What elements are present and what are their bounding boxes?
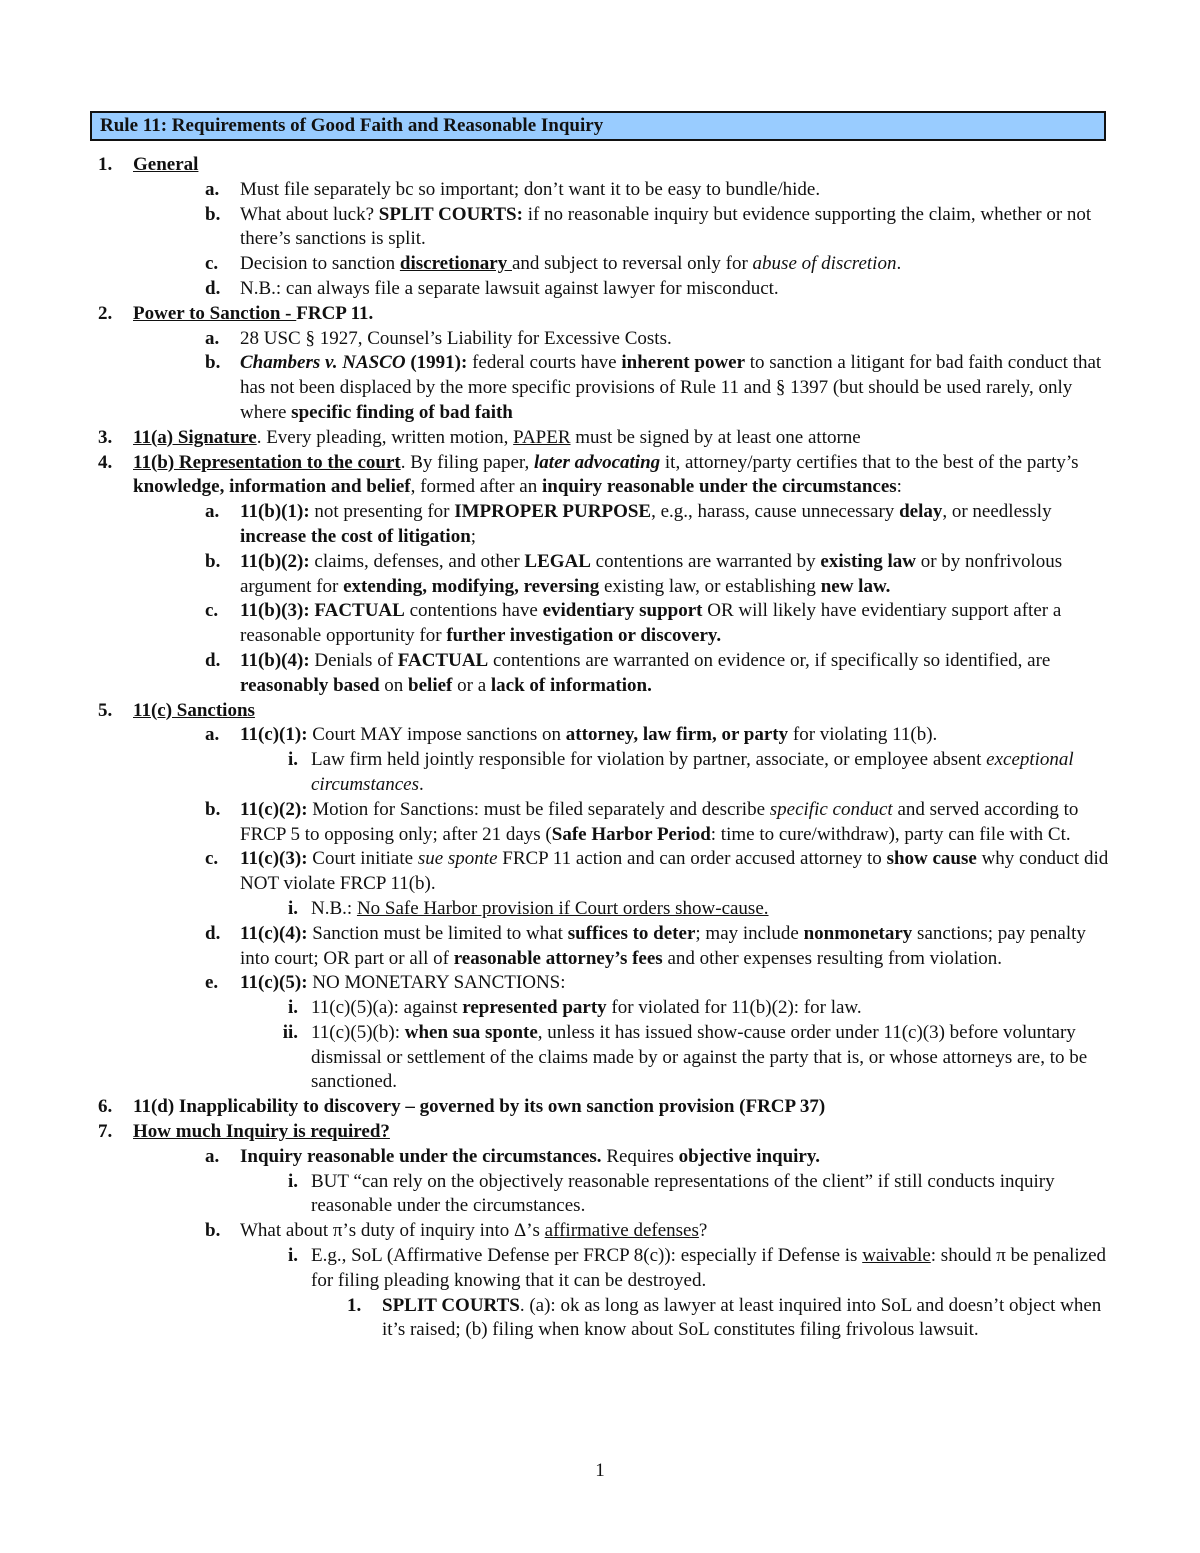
outline-item-2b (0, 351, 1200, 425)
item-text-italic: exceptional circumstances (311, 749, 1074, 795)
section-title-box (90, 111, 1106, 141)
outline-item-5e (0, 971, 1200, 996)
item-marker: i. (287, 1170, 298, 1192)
item-text-bold: when sua sponte (404, 1021, 538, 1043)
item-marker: b. (205, 203, 221, 225)
item-marker: 1. (98, 154, 113, 175)
item-heading: How much Inquiry is required? (133, 1121, 390, 1143)
item-text: federal courts have (467, 352, 622, 374)
outline-item-7a (0, 1145, 1200, 1170)
item-text-bold: Inquiry reasonable under the circumstances. (240, 1145, 602, 1167)
item-text: 11(c)(5)(a): against (311, 997, 463, 1019)
outline-item-5b (0, 798, 1200, 848)
item-text: or by nonfrivolous argument for (240, 550, 1063, 597)
item-text: : (896, 476, 902, 498)
item-marker: b. (205, 798, 221, 820)
item-marker: d. (205, 922, 221, 944)
item-text-italic: abuse of discretion (752, 253, 897, 275)
item-text: . (419, 773, 424, 795)
item-text: What about luck? (240, 203, 379, 225)
item-text: . By filing paper, (400, 451, 535, 473)
item-text-bold: SPLIT COURTS (382, 1294, 520, 1316)
item-text-italic: sue sponte (417, 848, 498, 870)
item-marker: 1. (347, 1294, 362, 1316)
item-text: why conduct did NOT violate FRCP 11(b). (240, 848, 1109, 895)
item-text-underlined: PAPER (513, 426, 571, 448)
item-text: 11(c)(5)(b): (311, 1021, 405, 1043)
item-text-bold: FACTUAL (397, 649, 489, 671)
item-text-underlined: affirmative defenses (544, 1220, 699, 1242)
item-text: 28 USC § 1927, Counsel’s Liability for Excessive Costs. (240, 327, 672, 349)
outline-item-6 (0, 1095, 1200, 1120)
item-text-bold: 11(c)(1): (240, 724, 308, 746)
outline-item-5a-i (0, 748, 1200, 798)
outline-item-7 (0, 1120, 1200, 1145)
item-text: existing law, or establishing (599, 575, 821, 597)
item-text: E.g., SoL (Affirmative Defense per FRCP 8(c)): especially if Defense is (311, 1245, 863, 1267)
item-text: : time to cure/withdraw), party can file with Ct. (710, 823, 1071, 845)
item-heading: 11(c) Sanctions (133, 699, 255, 721)
outline-item-5e-i (0, 996, 1200, 1021)
item-marker: c. (205, 848, 219, 870)
item-text: , e.g., harass, cause unnecessary (651, 501, 900, 523)
item-marker: 6. (98, 1096, 113, 1118)
item-text: for violating 11(b). (788, 724, 938, 746)
outline-item-2a (0, 327, 1200, 352)
item-marker: i. (287, 749, 298, 771)
item-text: : should π be penalized for filing pleading knowing that it can be destroyed. (311, 1245, 1107, 1291)
outline-item-1a (0, 178, 1200, 203)
item-marker: b. (205, 352, 221, 374)
item-text-bold-italic: later advocating (534, 451, 661, 473)
item-text-bold: specific finding of bad faith (291, 401, 513, 423)
item-text-bold: IMPROPER PURPOSE (454, 501, 652, 523)
item-text: , unless it has issued show-cause order under 11(c)(3) before voluntary dismissal or settlement of the claims made by or against the party that is, or whose attorneys are, to be sanctioned. (311, 1021, 1088, 1093)
item-text-bold: delay (899, 501, 943, 523)
item-text-bold: reasonably based (240, 674, 380, 696)
item-text: not presenting for (309, 501, 455, 523)
outline-item-4d (0, 649, 1200, 699)
item-text-underlined: waivable (862, 1245, 931, 1267)
item-text: ; may include (695, 922, 804, 944)
outline-item-1 (0, 153, 1200, 178)
item-text: claims, defenses, and other (309, 550, 525, 572)
item-text-bold: 11(c)(5): (240, 972, 308, 994)
item-text: . (a): ok as long as lawyer at least inquired into SoL and doesn’t object when it’s raised; (b) filing when know about SoL constitutes filing frivolous lawsuit. (382, 1294, 1102, 1341)
item-text-bold: extending, modifying, reversing (343, 575, 600, 597)
item-heading: 11(b) Representation to the court (133, 451, 401, 473)
item-text-bold: evidentiary support (542, 600, 703, 622)
item-marker: c. (205, 253, 219, 275)
item-text-bold: SPLIT COURTS: (378, 203, 523, 225)
item-text-bold: suffices to deter (567, 922, 696, 944)
outline-item-7a-i (0, 1170, 1200, 1220)
item-marker: 3. (98, 426, 113, 448)
item-text-bold: 11(c)(2): (240, 798, 308, 820)
item-text-bold: knowledge, information and belief (133, 476, 411, 498)
item-text-bold: LEGAL (524, 550, 591, 572)
item-text: Requires (601, 1145, 679, 1167)
item-text-bold: Safe Harbor Period (551, 823, 711, 845)
page-number: 1 (595, 1460, 605, 1481)
item-marker: a. (205, 178, 220, 200)
item-text: must be signed by at least one attorne (570, 426, 861, 448)
item-marker: b. (205, 1220, 221, 1242)
item-text: and other expenses resulting from violation. (662, 947, 1002, 969)
item-marker: 5. (98, 699, 113, 721)
item-text: . Every pleading, written motion, (256, 426, 514, 448)
item-marker: 4. (98, 451, 113, 473)
item-text: if no reasonable inquiry but evidence supporting the claim, whether or not there’s sanctions is split. (240, 203, 1092, 250)
item-text: . (896, 253, 902, 275)
item-heading: 11(d) Inapplicability to discovery – governed by its own sanction provision (FRCP 37) (133, 1096, 826, 1118)
outline-item-4c (0, 599, 1200, 649)
item-text: Court initiate (307, 848, 418, 870)
item-text: Denials of (309, 649, 398, 671)
item-marker: b. (205, 550, 221, 572)
item-text-bold: 11(c)(3): (240, 848, 308, 870)
item-text-bold: 11(b)(4): (240, 649, 310, 671)
item-text-bold: reasonable attorney’s fees (453, 947, 663, 969)
item-heading: Power to Sanction - (133, 302, 297, 324)
item-text: contentions are warranted on evidence or, if specifically so identified, are (488, 649, 1051, 671)
item-text-bold: increase the cost of litigation (240, 525, 471, 547)
item-text-bold: belief (408, 674, 453, 696)
item-text: Must file separately bc so important; don’t want it to be easy to bundle/hide. (240, 178, 821, 200)
item-text-bold: further investigation or discovery. (446, 625, 722, 647)
item-text-bold: 11(b)(1): (240, 501, 310, 523)
item-text: NO MONETARY SANCTIONS: (307, 972, 566, 994)
item-marker: a. (205, 501, 220, 523)
section-title: Rule 11: Requirements of Good Faith and Reasonable Inquiry (100, 115, 604, 136)
item-text: for violated for 11(b)(2): for law. (606, 997, 862, 1019)
item-marker: e. (205, 972, 219, 994)
item-text-bold: (1991): (405, 352, 468, 374)
item-text: it, attorney/party certifies that to the best of the party’s (660, 451, 1079, 473)
item-text-bold: attorney, law firm, or party (565, 724, 789, 746)
item-text-bold: show cause (886, 848, 977, 870)
item-marker: a. (205, 724, 220, 746)
item-text: or a (452, 674, 491, 696)
outline-item-7b (0, 1219, 1200, 1244)
outline-item-2 (0, 302, 1200, 327)
item-text-bold: 11(c)(4): (240, 922, 308, 944)
item-text: contentions are warranted by (590, 550, 821, 572)
outline-item-3 (0, 426, 1200, 451)
item-text: N.B.: can always file a separate lawsuit against lawyer for misconduct. (240, 277, 779, 299)
case-name: Chambers v. NASCO (240, 352, 406, 374)
item-marker: c. (205, 600, 219, 622)
outline-item-4b (0, 550, 1200, 600)
item-text: , or needlessly (942, 501, 1052, 523)
item-text: ; (470, 525, 477, 547)
item-text-bold: discretionary (399, 253, 512, 275)
item-marker: i. (287, 1245, 298, 1267)
item-text: ? (698, 1220, 708, 1242)
item-text: Court MAY impose sanctions on (307, 724, 566, 746)
item-text: OR will likely have evidentiary support after a reasonable opportunity for (240, 600, 1062, 647)
outline-item-5c (0, 847, 1200, 897)
item-text: contentions have (404, 600, 543, 622)
item-text-bold: inherent power (621, 352, 746, 374)
outline (0, 153, 1200, 1343)
item-marker: 2. (98, 302, 113, 324)
item-text: and served according to FRCP 5 to opposing only; after 21 days ( (240, 798, 1079, 845)
outline-item-5d (0, 922, 1200, 972)
item-text: , formed after an (410, 476, 542, 498)
outline-item-1c (0, 252, 1200, 277)
item-marker: i. (287, 897, 298, 919)
item-text: N.B.: (311, 897, 357, 919)
item-marker: d. (205, 277, 221, 299)
item-text: to sanction a litigant for bad faith conduct that has not been displaced by the more specific provisions of Rule 11 and § 1397 (but should be used rarely, only where (240, 352, 1102, 423)
item-text: Motion for Sanctions: must be filed separately and describe (307, 798, 770, 820)
item-heading: FRCP 11. (296, 302, 374, 324)
item-heading: 11(a) Signature (133, 426, 257, 448)
outline-item-4a (0, 500, 1200, 550)
item-text-bold: 11(b)(2): (240, 550, 310, 572)
item-text-bold: existing law (820, 550, 916, 572)
item-text: FRCP 11 action and can order accused attorney to (497, 848, 887, 870)
item-marker: i. (287, 997, 298, 1019)
outline-item-7b-i-1 (0, 1294, 1200, 1344)
item-text: What about π’s duty of inquiry into Δ’s (240, 1220, 545, 1242)
item-text-bold: nonmonetary (803, 922, 913, 944)
item-text: on (379, 674, 409, 696)
item-marker: a. (205, 1145, 220, 1167)
item-text: BUT “can rely on the objectively reasonable representations of the client” if still conducts inquiry reasonable under the circumstances. (311, 1170, 1055, 1217)
outline-item-7b-i (0, 1244, 1200, 1294)
item-text: Decision to sanction (240, 253, 400, 275)
item-text-underlined: No Safe Harbor provision if Court orders show-cause. (356, 897, 769, 919)
item-text: Law firm held jointly responsible for violation by partner, associate, or employee absent (311, 749, 987, 771)
item-text-bold: represented party (462, 997, 607, 1019)
item-text-bold: lack of information. (490, 674, 652, 696)
outline-item-1b (0, 203, 1200, 253)
outline-item-5a (0, 723, 1200, 748)
item-text: sanctions; pay penalty into court; OR part or all of (240, 922, 1086, 969)
item-marker: 7. (98, 1121, 113, 1143)
item-text-bold: inquiry reasonable under the circumstances (541, 476, 897, 498)
item-text-italic: specific conduct (769, 798, 893, 820)
outline-item-5c-i (0, 897, 1200, 922)
item-marker: ii. (282, 1021, 298, 1043)
outline-item-1d (0, 277, 1200, 302)
item-heading: General (133, 154, 199, 175)
item-marker: a. (205, 327, 220, 349)
item-text: and subject to reversal only for (511, 253, 753, 275)
item-text-bold: new law. (820, 575, 891, 597)
item-text-bold: 11(b)(3): FACTUAL (240, 600, 405, 622)
outline-item-5e-ii (0, 1021, 1200, 1095)
item-text-bold: objective inquiry. (678, 1145, 821, 1167)
outline-item-4 (0, 451, 1200, 501)
outline-item-5 (0, 699, 1200, 724)
item-text: Sanction must be limited to what (307, 922, 568, 944)
item-marker: d. (205, 649, 221, 671)
